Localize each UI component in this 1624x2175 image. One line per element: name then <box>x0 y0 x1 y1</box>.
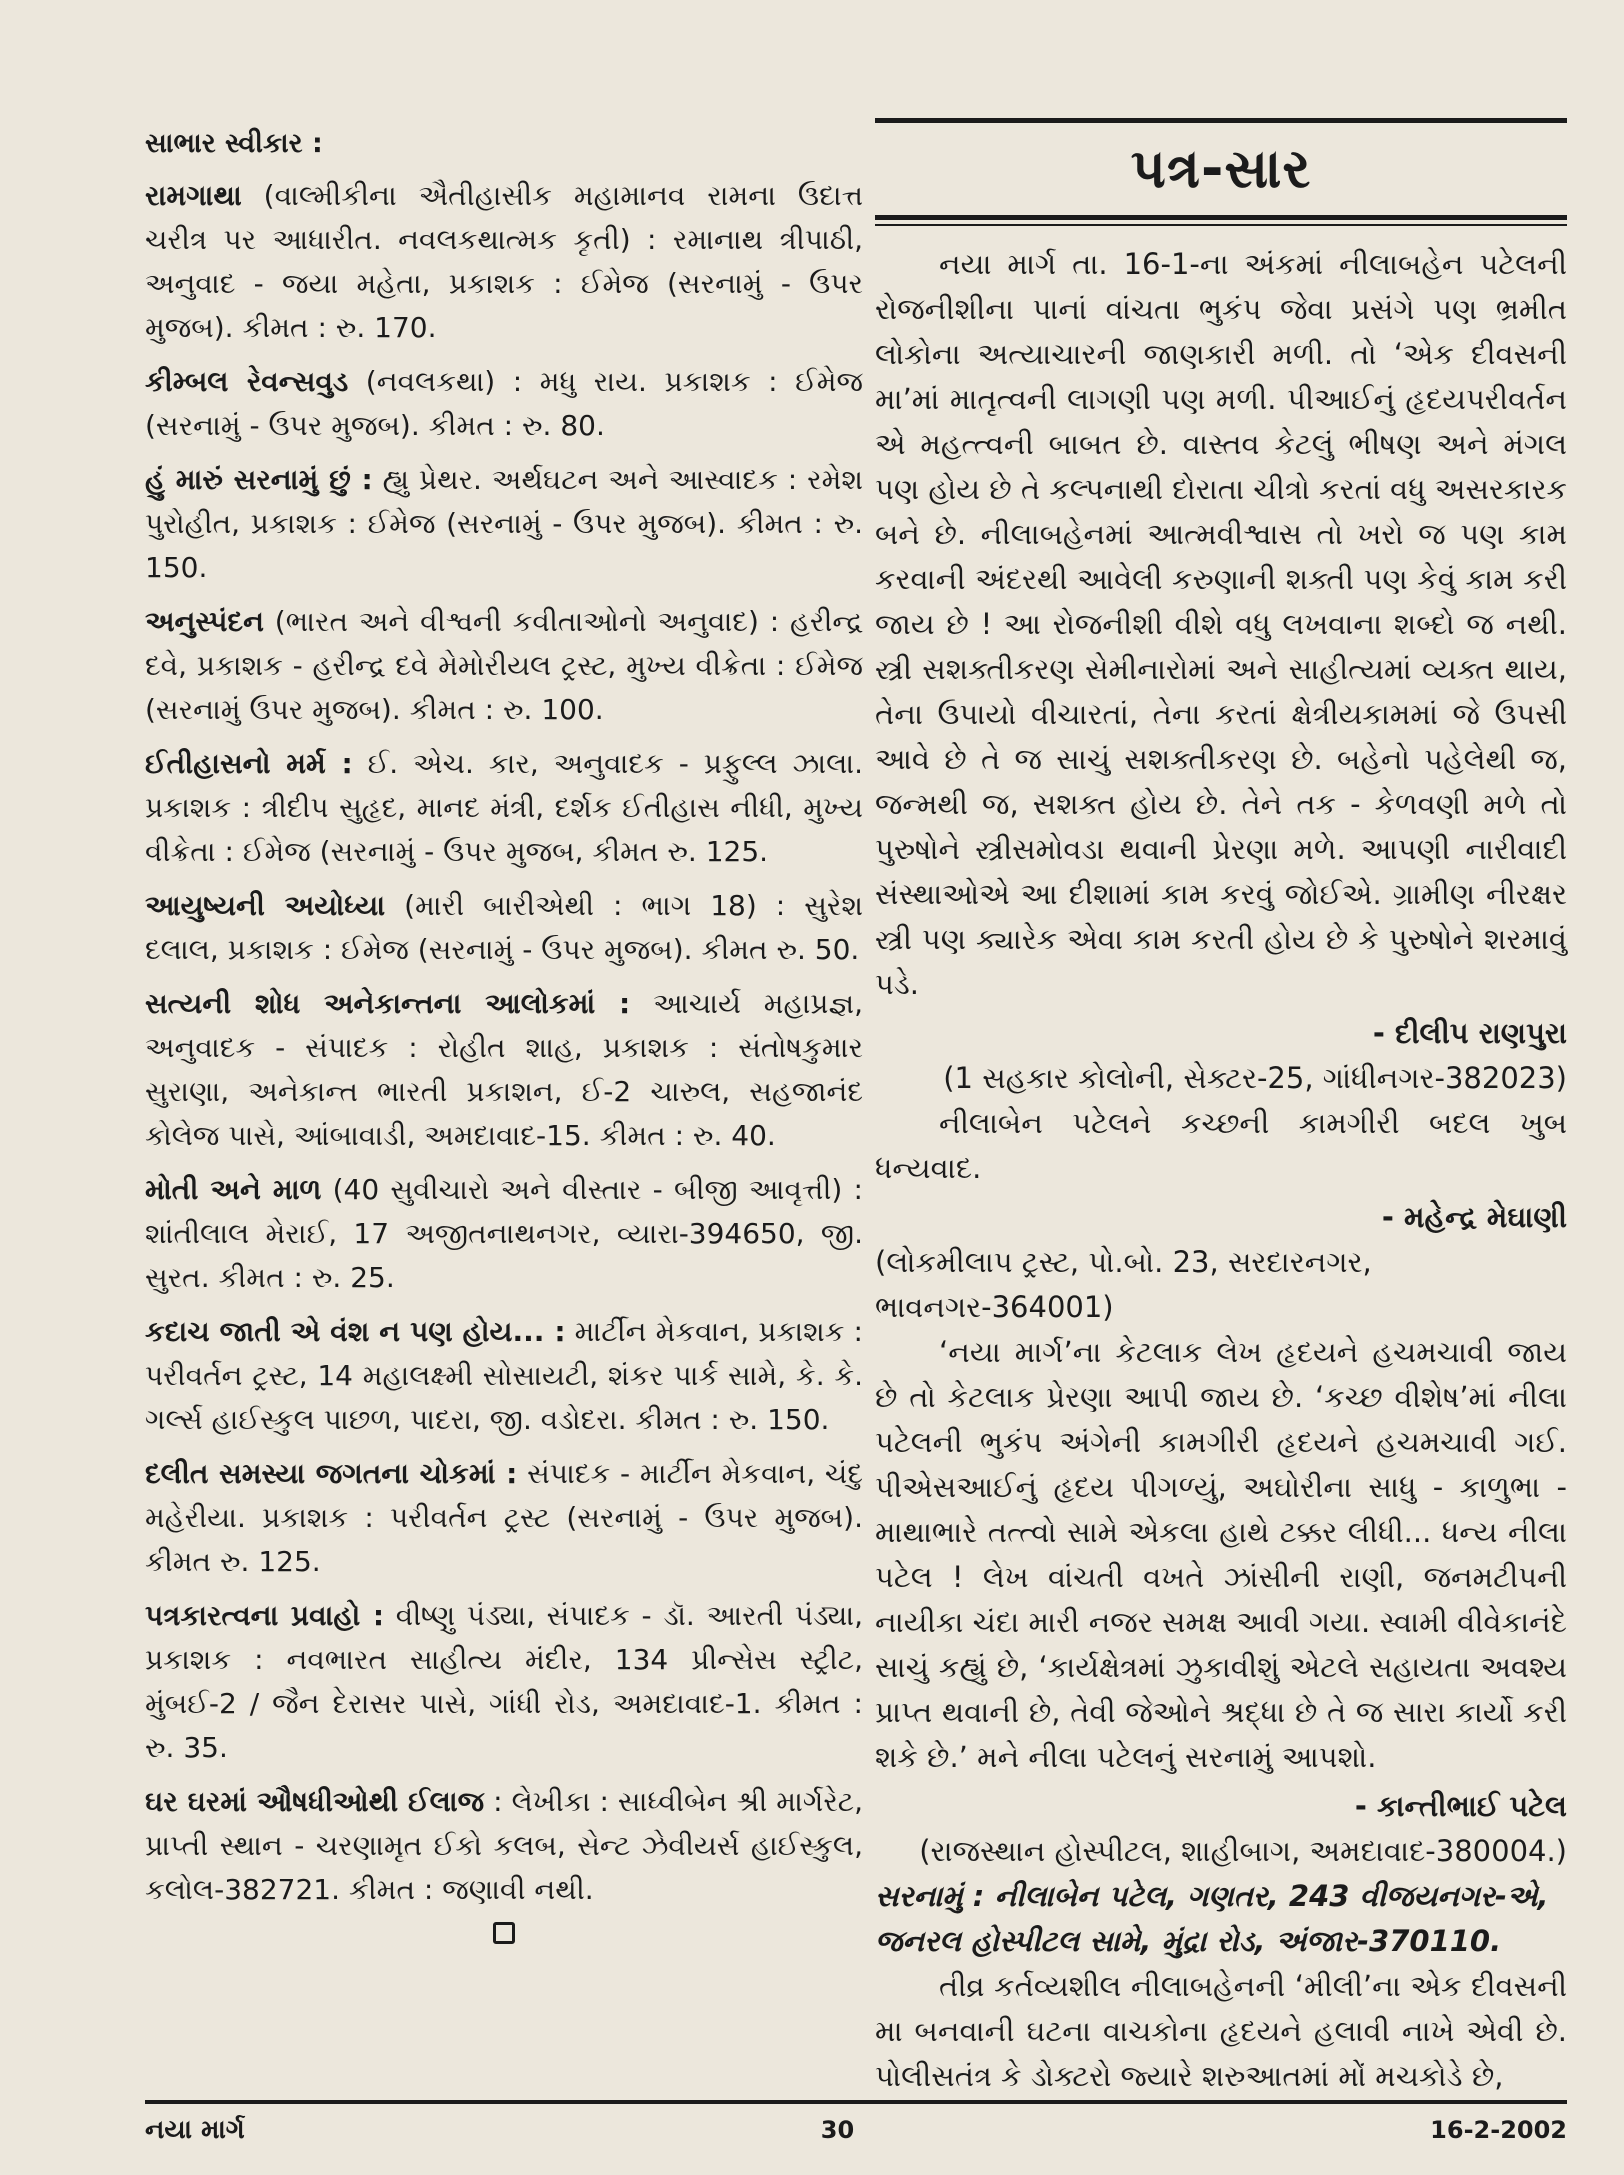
acknowledgements-column <box>145 122 863 1944</box>
book-details: આચાર્ય મહાપ્રજ્ઞ, અનુવાદક - સંપાદક : રોહીત શાહ, પ્રકાશક : સંતોષકુમાર સુરાણા, અનેકાન્ત ભારતી પ્રકાશન, ઈ-2 ચારુલ, સહજાનંદ કોલેજ પાસે, આંબાવાડી, અમદાવાદ-15. કીમત : રુ. 40. <box>145 987 863 1152</box>
masthead-bottom-rules <box>875 215 1567 226</box>
address-note-value: નીલાબેન પટેલ, ગણતર, 243 વીજયનગર-એ, જનરલ હોસ્પીટલ સામે, મુંદ્રા રોડ, અંજાર-370110. <box>875 1879 1549 1958</box>
book-title: પત્રકારત્વના પ્રવાહો : <box>145 1599 385 1632</box>
book-title: ઘર ઘરમાં ઔષધીઓથી ઈલાજ <box>145 1785 485 1818</box>
book-entry <box>145 1780 863 1912</box>
address-note <box>875 1874 1567 1964</box>
letter-address: (લોકમીલાપ ટ્રસ્ટ, પો.બો. 23, સરદારનગર, ભાવનગર-364001) <box>875 1245 1372 1324</box>
book-details: હ્યુ પ્રેથર. અર્થઘટન અને આસ્વાદક : રમેશ પુરોહીત, પ્રકાશક : ઈમેજ (સરનામું - ઉપર મુજબ). કીમત : રુ. 150. <box>145 463 863 584</box>
book-entry <box>145 982 863 1158</box>
book-entry <box>145 1168 863 1300</box>
letter-paragraph: નયા માર્ગ તા. 16-1-ના અંકમાં નીલાબહેન પટેલની રોજનીશીના પાનાં વાંચતા ભુકંપ જેવા પ્રસંગે પણ ભ્રમીત લોકોના અત્યાચારની જાણકારી મળી. તો ‘એક દીવસની મા’માં માતૃત્વની લાગણી પણ મળી. પીઆઈનું હૃદયપરીવર્તન એ મહત્ત્વની બાબત છે. વાસ્તવ કેટલું ભીષણ અને મંગલ પણ હોય છે તે કલ્પનાથી દોરાતા ચીત્રો કરતાં વધુ અસરકારક બને છે. નીલાબહેનમાં આત્મવીશ્વાસ તો ખરો જ પણ કામ કરવાની અંદરથી આવેલી કરુણાની શક્તી પણ કેવું કામ કરી જાય છે ! આ રોજનીશી વીશે વધુ લખવાના શબ્દો જ નથી. સ્ત્રી સશક્તીકરણ સેમીનારોમાં અને સાહીત્યમાં વ્યક્ત થાય, તેના ઉપાયો વીચારતાં, તેના કરતાં ક્ષેત્રીયકામમાં જે ઉપસી આવે છે તે જ સાચું સશક્તીકરણ છે. બહેનો પહેલેથી જ, જન્મથી જ, સશક્ત હોય છે. તેને તક - કેળવણી મળે તો પુરુષોને સ્ત્રીસમોવડા થવાની પ્રેરણા મળે. આપણી નારીવાદી સંસ્થાઓએ આ દીશામાં કામ કરવું જોઈએ. ગ્રામીણ નીરક્ષર સ્ત્રી પણ ક્યારેક એવા કામ કરતી હોય છે કે પુરુષોને શરમાવું પડે. <box>875 247 1567 1001</box>
book-entry <box>145 884 863 972</box>
book-entry <box>145 458 863 590</box>
page-footer <box>145 2100 1567 2150</box>
section-end-mark <box>493 1922 515 1944</box>
book-title: કદાચ જાતી એ વંશ ન પણ હોય... : <box>145 1315 566 1348</box>
book-title: દલીત સમસ્યા જગતના ચોકમાં : <box>145 1457 518 1490</box>
acknowledgements-heading: સાભાર સ્વીકાર : <box>145 128 323 159</box>
book-entry <box>145 1594 863 1770</box>
book-entry <box>145 174 863 350</box>
book-details: (નવલકથા) : મધુ રાય. પ્રકાશક : ઈમેજ (સરનામું - ઉપર મુજબ). કીમત : રુ. 80. <box>145 365 863 442</box>
book-title: મોતી અને માળ <box>145 1173 322 1206</box>
book-entry <box>145 600 863 732</box>
letters-column <box>875 118 1567 2099</box>
book-title: રામગાથા <box>145 179 242 212</box>
footer-page-number: 30 <box>820 2116 855 2144</box>
book-details: (ભારત અને વીશ્વની કવીતાઓનો અનુવાદ) : હરીન્દ્ર દવે, પ્રકાશક - હરીન્દ્ર દવે મેમોરીયલ ટ્રસ્ટ, મુખ્ય વીક્રેતા : ઈમેજ (સરનામું ઉપર મુજબ). કીમત : રુ. 100. <box>145 605 863 726</box>
book-details: : લેખીકા : સાધ્વીબેન શ્રી માર્ગરેટ, પ્રાપ્તી સ્થાન - ચરણામૃત ઈકો કલબ, સેન્ટ ઝેવીયર્સ હાઈસ્કુલ, કલોલ-382721. કીમત : જણાવી નથી. <box>145 1785 863 1906</box>
letter-signature: - કાન્તીભાઈ પટેલ <box>1354 1789 1567 1823</box>
book-details: માર્ટીન મેકવાન, પ્રકાશક : પરીવર્તન ટ્રસ્ટ, 14 મહાલક્ષ્મી સોસાયટી, શંકર પાર્ક સામે, કે. કે. ગર્લ્સ હાઈસ્કુલ પાછળ, પાદરા, જી. વડોદરા. કીમત : રુ. 150. <box>145 1315 863 1436</box>
book-title: આયુષ્યની અયોધ્યા <box>145 889 386 922</box>
book-title: હું મારું સરનામું છું : <box>145 463 373 496</box>
letter-address: (રાજસ્થાન હોસ્પીટલ, શાહીબાગ, અમદાવાદ-380004.) <box>919 1834 1567 1868</box>
letter-signature: - દીલીપ રાણપુરા <box>1372 1016 1567 1050</box>
book-details: (40 સુવીચારો અને વીસ્તાર - બીજી આવૃત્તી) : શાંતીલાલ મેરાઈ, 17 અજીતનાથનગર, વ્યારા-394650, જી. સુરત. કીમત : રુ. 25. <box>145 1173 863 1294</box>
footer-rule <box>145 2100 1567 2104</box>
book-title: સત્યની શોધ અનેકાન્તના આલોકમાં : <box>145 987 631 1020</box>
book-title: ઈતીહાસનો મર્મ : <box>145 747 353 780</box>
book-entry <box>145 1310 863 1442</box>
book-entry <box>145 742 863 874</box>
letter-paragraph: ‘નયા માર્ગ’ના કેટલાક લેખ હૃદયને હચમચાવી જાય છે તો કેટલાક પ્રેરણા આપી જાય છે. ‘કચ્છ વીશેષ’માં નીલા પટેલની ભુકંપ અંગેની કામગીરી હૃદયને હચમચાવી ગઈ. પીએસઆઈનું હૃદય પીગળ્યું, અઘોરીના સાધુ - કાળુભા - માથાભારે તત્ત્વો સામે એકલા હાથે ટક્કર લીધી... ધન્ય નીલા પટેલ ! લેખ વાંચતી વખતે ઝાંસીની રાણી, જનમટીપની નાયીકા ચંદા મારી નજર સમક્ષ આવી ગયા. સ્વામી વીવેકાનંદે સાચું કહ્યું છે, ‘કાર્યક્ષેત્રમાં ઝુકાવીશું એટલે સહાયતા અવશ્ય પ્રાપ્ત થવાની છે, તેવી જેઓને શ્રદ્ધા છે તે જ સારા કાર્યો કરી શકે છે.’ મને નીલા પટેલનું સરનામું આપશો. <box>875 1335 1567 1774</box>
letter-paragraph: નીલાબેન પટેલને કચ્છની કામગીરી બદલ ખુબ ધન્યવાદ. <box>875 1106 1567 1185</box>
book-details: વીષ્ણુ પંડ્યા, સંપાદક - ડૉ. આરતી પંડ્યા, પ્રકાશક : નવભારત સાહીત્ય મંદીર, 134 પ્રીન્સેસ સ્ટ્રીટ, મુંબઈ-2 / જૈન દેરાસર પાસે, ગાંધી રોડ, અમદાવાદ-1. કીમત : રુ. 35. <box>145 1599 863 1764</box>
book-details: (મારી બારીએથી : ભાગ 18) : સુરેશ દલાલ, પ્રકાશક : ઈમેજ (સરનામું - ઉપર મુજબ). કીમત રુ. 50. <box>145 889 863 966</box>
book-details: સંપાદક - માર્ટીન મેકવાન, ચંદુ મહેરીયા. પ્રકાશક : પરીવર્તન ટ્રસ્ટ (સરનામું - ઉપર મુજબ). કીમત રુ. 125. <box>145 1457 863 1578</box>
footer-date: 16-2-2002 <box>1430 2116 1567 2144</box>
footer-magazine-name: નયા માર્ગ <box>145 2115 245 2145</box>
book-title: કીમ્બલ રેવન્સવુડ <box>145 365 349 398</box>
book-details: (વાલ્મીકીના ઐતીહાસીક મહામાનવ રામના ઉદાત્ત ચરીત્ર પર આધારીત. નવલકથાત્મક કૃતી) : રમાનાથ ત્રીપાઠી, અનુવાદ - જયા મહેતા, પ્રકાશક : ઈમેજ (સરનામું - ઉપર મુજબ). કીમત : રુ. 170. <box>145 179 863 344</box>
book-entry <box>145 360 863 448</box>
letter-signature: - મહેન્દ્ર મેઘાણી <box>1381 1200 1567 1234</box>
closing-paragraph: તીવ્ર કર્તવ્યશીલ નીલાબહેનની ‘મીલી’ના એક દીવસની મા બનવાની ઘટના વાચકોના હૃદયને હલાવી નાખે એવી છે. પોલીસતંત્ર કે ડોક્ટરો જ્યારે શરુઆતમાં મોં મચકોડે છે, <box>875 1969 1567 2093</box>
book-details: ઈ. એચ. કાર, અનુવાદક - પ્રફુલ્લ ઝાલા. પ્રકાશક : ત્રીદીપ સુહૃદ, માનદ મંત્રી, દર્શક ઈતીહાસ નીધી, મુખ્ય વીક્રેતા : ઈમેજ (સરનામું - ઉપર મુજબ, કીમત રુ. 125. <box>145 747 863 868</box>
letters-heading: પત્ર-સાર <box>1130 137 1312 200</box>
letter-address: (1 સહકાર કોલોની, સેક્ટર-25, ગાંધીનગર-382023) <box>943 1061 1567 1095</box>
address-note-label: સરનામું : <box>875 1879 985 1913</box>
book-title: અનુસ્પંદન <box>145 605 264 638</box>
book-entry <box>145 1452 863 1584</box>
